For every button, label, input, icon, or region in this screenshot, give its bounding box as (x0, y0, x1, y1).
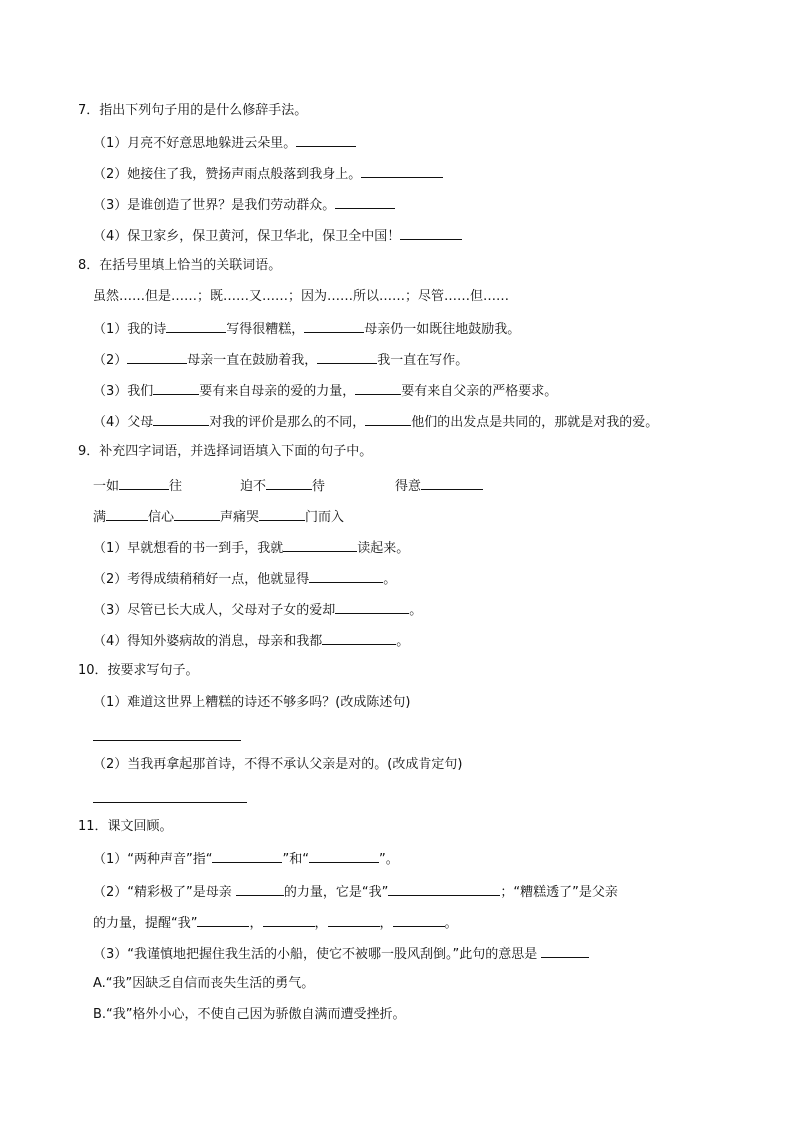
answer-blank[interactable] (393, 913, 445, 927)
question-9-title: 9．补充四字词语，并选择词语填入下面的句子中。 (78, 444, 373, 459)
question-10-sentence-1: （1）难道这世界上糟糕的诗还不够多吗？(改成陈述句) (93, 695, 411, 710)
question-11-option-a[interactable]: A.“我”因缺乏自信而丧失生活的勇气。 (93, 976, 315, 991)
answer-blank[interactable] (322, 631, 396, 645)
question-11-item-1: （1）“两种声音”指“ ”和“ ”。 (93, 849, 399, 867)
question-8-title: 8．在括号里填上恰当的关联词语。 (78, 258, 282, 273)
answer-blank[interactable] (266, 476, 312, 490)
question-9-word-3: 得意 (395, 476, 483, 494)
question-11-title: 11．课文回顾。 (78, 819, 173, 834)
question-11-option-b[interactable]: B.“我”格外小心，不使自己因为骄傲自满而遭受挫折。 (93, 1007, 406, 1022)
question-11-item-2: （2）“精彩极了”是母亲 的力量，它是“我” ；“糟糕透了”是父亲 (93, 882, 618, 900)
question-7-sentence-2: （2）她接住了我，赞扬声雨点般落到我身上。 (93, 164, 443, 182)
answer-blank[interactable] (259, 507, 305, 521)
question-11-item-2-continued: 的力量，提醒“我” ， ， ， 。 (93, 913, 458, 931)
answer-blank[interactable] (197, 913, 249, 927)
question-9-sentence-4: （4）得知外婆病故的消息，母亲和我都 。 (93, 631, 409, 649)
answer-blank[interactable] (174, 507, 220, 521)
question-8-sentence-2: （2） 母亲一直在鼓励着我， 我一直在写作。 (93, 350, 468, 368)
answer-blank[interactable] (304, 319, 364, 333)
answer-blank[interactable] (335, 600, 409, 614)
answer-blank[interactable] (355, 381, 401, 395)
answer-blank[interactable] (309, 849, 379, 863)
answer-blank[interactable] (365, 412, 411, 426)
question-8-options: 虽然……但是……；既……又……；因为……所以……；尽管……但…… (93, 289, 510, 304)
question-7-title: 7．指出下列句子用的是什么修辞手法。 (78, 103, 308, 118)
question-9-word-1: 一如 往 (93, 476, 182, 494)
answer-blank[interactable] (236, 882, 284, 896)
question-9-word-2: 迫不 待 (240, 476, 325, 494)
answer-blank[interactable] (328, 913, 380, 927)
answer-blank[interactable] (283, 538, 357, 552)
answer-blank[interactable] (166, 319, 226, 333)
question-9-sentence-3: （3）尽管已长大成人，父母对子女的爱却 。 (93, 600, 422, 618)
answer-blank[interactable] (309, 569, 383, 583)
question-10-title: 10．按要求写句子。 (78, 663, 199, 678)
question-11-item-3: （3）“我谨慎地把握住我生活的小船，使它不被哪一股风刮倒。”此句的意思是 (93, 944, 589, 962)
question-9-sentence-1: （1）早就想看的书一到手，我就 读起来。 (93, 538, 409, 556)
question-7-sentence-4: （4）保卫家乡，保卫黄河，保卫华北，保卫全中国！ (93, 226, 462, 244)
answer-line[interactable] (93, 802, 247, 803)
question-8-sentence-3: （3）我们 要有来自母亲的爱的力量， 要有来自父亲的严格要求。 (93, 381, 557, 399)
answer-blank[interactable] (317, 350, 377, 364)
question-9-sentence-2: （2）考得成绩稍稍好一点，他就显得 。 (93, 569, 396, 587)
answer-blank[interactable] (361, 164, 443, 178)
answer-blank[interactable] (541, 944, 589, 958)
question-7-sentence-1: （1）月亮不好意思地躲进云朵里。 (93, 133, 356, 151)
question-7-sentence-3: （3）是谁创造了世界？是我们劳动群众。 (93, 195, 395, 213)
question-8-sentence-1: （1）我的诗 写得很糟糕， 母亲仍一如既往地鼓励我。 (93, 319, 520, 337)
answer-blank[interactable] (388, 882, 500, 896)
answer-blank[interactable] (106, 507, 148, 521)
answer-blank[interactable] (127, 350, 187, 364)
answer-blank[interactable] (153, 381, 199, 395)
answer-blank[interactable] (153, 412, 209, 426)
answer-blank[interactable] (119, 476, 169, 490)
answer-blank[interactable] (263, 913, 315, 927)
question-9-word-row-2: 满 信心 声痛哭 门而入 (93, 507, 344, 525)
answer-blank[interactable] (400, 226, 462, 240)
answer-blank[interactable] (335, 195, 395, 209)
answer-line[interactable] (93, 740, 241, 741)
answer-blank[interactable] (212, 849, 282, 863)
question-8-sentence-4: （4）父母 对我的评价是那么的不同， 他们的出发点是共同的，那就是对我的爱。 (93, 412, 658, 430)
answer-blank[interactable] (421, 476, 483, 490)
answer-blank[interactable] (296, 133, 356, 147)
question-10-sentence-2: （2）当我再拿起那首诗，不得不承认父亲是对的。(改成肯定句) (93, 757, 463, 772)
